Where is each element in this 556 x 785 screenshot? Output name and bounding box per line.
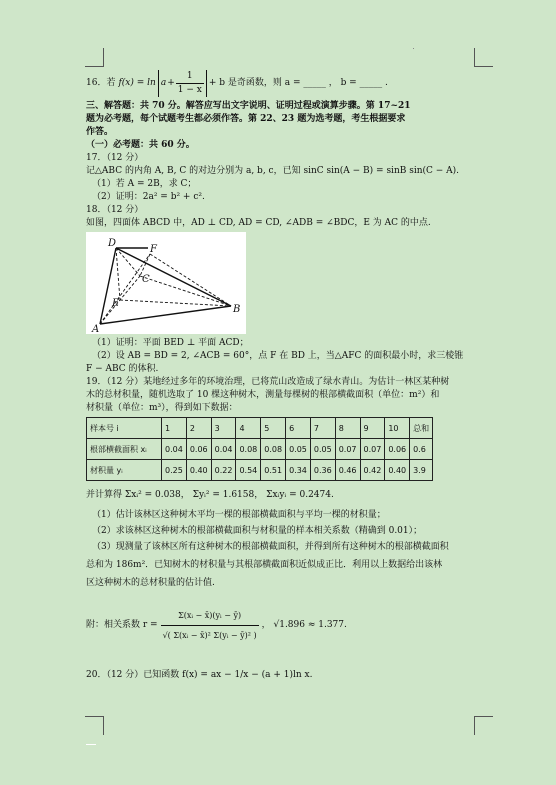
q17-head: 17．（12 分） [86,153,144,163]
q19-line2: 木的总材积量，随机选取了 10 棵这种树木，测量每棵树的根部横截面积（单位：m²）和 [86,390,440,400]
table-header-cell: 5 [261,418,286,439]
q17-stem: 记△ABC 的内角 A, B, C 的对边分别为 a, b, c，已知 sinC sin(A − B) = sinB sin(C − A). [86,166,460,176]
table-row-label: 根部横截面积 xᵢ [87,439,162,460]
crop-mark-bottom-left [85,716,104,735]
table-row-y [87,460,433,481]
q18-part2b: F − ABC 的体积. [86,364,159,374]
q19-sums: 并计算得 Σxᵢ² = 0.038， Σyᵢ² = 1.6158， Σxᵢyᵢ = 0.2474. [86,490,334,500]
q18-part2: （2）设 AB = BD = 2, ∠ACB = 60°，点 F 在 BD 上，当△AFC 的面积最小时，求三棱锥 [92,351,464,361]
label-A: A [92,324,100,334]
table-header-cell: 3 [211,418,236,439]
table-cell: 0.40 [186,460,211,481]
table-cell: 0.07 [360,439,385,460]
question-16 [86,70,476,96]
q16-abs-a: a [160,77,167,88]
table-header-cell: 8 [335,418,360,439]
table-header-cell: 4 [236,418,261,439]
table-cell: 3.9 [410,460,433,481]
table-header-row [87,418,433,439]
table-header-cell: 样本号 i [87,418,162,439]
q16-frac-num: 1 [176,70,204,84]
q16-prefix: 16．若 [86,77,116,88]
table-cell: 0.51 [261,460,286,481]
q16-fx: f(x) = ln [118,77,156,88]
table-cell: 0.6 [410,439,433,460]
q16-abs: a + $\frac{1}{1 - x}$ [158,70,207,97]
table-row-label: 材积量 yᵢ [87,460,162,481]
label-F: F [150,244,157,255]
q16-suffix: + b 是奇函数，则 a = _____ ， b = _____ . [208,77,388,88]
table-header-cell: 1 [162,418,187,439]
correlation-formula [161,609,259,642]
table-header-cell: 2 [186,418,211,439]
q19-part3c: 区这种树木的总材积量的估计值. [86,578,215,588]
section3-line1: 三、解答题：共 70 分。解答应写出文字说明、证明过程或演算步骤。第 17~21 [86,101,411,111]
q17-part1: （1）若 A = 2B，求 C； [92,179,197,189]
q19-part2: （2）求该林区这种树木的根部横截面积与材积量的样本相关系数（精确到 0.01）； [92,526,423,536]
table-header-cell: 6 [286,418,311,439]
table-header-cell: 总和 [410,418,433,439]
crop-mark-bottom-right [474,716,493,735]
section3-line2: 题为必考题，每个试题考生都必须作答。第 22、23 题为选考题，考生根据要求 [86,114,406,124]
table-cell: 0.54 [236,460,261,481]
q19-line3: 材积量（单位：m³），得到如下数据： [86,403,238,413]
table-cell: 0.08 [236,439,261,460]
crop-mark-top-right [474,48,493,67]
table-cell: 0.05 [310,439,335,460]
q19-part3b: 总和为 186m²．已知树木的材积量与其根部横截面积近似成正比．利用以上数据给出该林 [86,560,443,570]
q19-line1: 19．（12 分）某地经过多年的环境治理，已将荒山改造成了绿水青山。为估计一林区某种树 [86,377,450,387]
tetrahedron-diagram [86,232,246,334]
formula-denominator: √( Σ(xᵢ − x̄)² Σ(yᵢ − ȳ)² ) [162,630,257,640]
table-cell: 0.34 [286,460,311,481]
table-cell: 0.06 [385,439,410,460]
label-B: B [233,304,241,315]
table-header-cell: 7 [310,418,335,439]
table-cell: 0.07 [335,439,360,460]
table-cell: 0.40 [385,460,410,481]
table-cell: 0.25 [162,460,187,481]
q16-frac [176,70,204,97]
label-D: D [108,238,117,249]
q16-frac-den: 1 − x [177,84,202,95]
section3-sub: （一）必考题：共 60 分。 [86,140,195,150]
table-cell: 0.46 [335,460,360,481]
table-cell: 0.04 [211,439,236,460]
q19-note [86,600,476,650]
q18-stem: 如图，四面体 ABCD 中，AD ⊥ CD, AD = CD, ∠ADB = ∠BDC，E 为 AC 的中点. [86,218,431,228]
label-C: C [142,274,150,285]
table-cell: 0.04 [162,439,187,460]
q18-head: 18．（12 分） [86,205,144,215]
crop-mark-top-left [85,48,104,67]
formula-numerator: Σ(xᵢ − x̄)(yᵢ − ȳ) [161,609,259,626]
table-header-cell: 9 [360,418,385,439]
section3-line3: 作答。 [86,127,114,137]
table-cell: 0.42 [360,460,385,481]
q19-part1: （1）估计该林区这种树木平均一棵的根部横截面积与平均一棵的材积量； [92,510,386,520]
table-cell: 0.06 [186,439,211,460]
q19-note-prefix: 附：相关系数 r = [86,619,158,630]
q19-note-suffix: ， √1.896 ≈ 1.377. [261,619,347,630]
q18-part1: （1）证明：平面 BED ⊥ 平面 ACD； [92,338,249,348]
table-header-cell: 10 [385,418,410,439]
table-cell: 0.08 [261,439,286,460]
table-cell: 0.36 [310,460,335,481]
table-row-x [87,439,433,460]
exam-content [86,70,476,684]
page-dot [413,48,414,49]
question-20: 20．（12 分）已知函数 f(x) = ax − 1/x − (a + 1)ln x. [86,670,313,680]
tetrahedron-figure [86,232,246,334]
table-cell: 0.05 [286,439,311,460]
q19-part3a: （3）现测量了该林区所有这种树木的根部横截面积，并得到所有这种树木的根部横截面积 [92,542,449,552]
q19-data-table [86,417,433,481]
label-E: E [112,298,120,309]
table-cell: 0.22 [211,460,236,481]
q17-part2: （2）证明：2a² = b² + c². [92,192,205,202]
page-mark [86,744,96,745]
